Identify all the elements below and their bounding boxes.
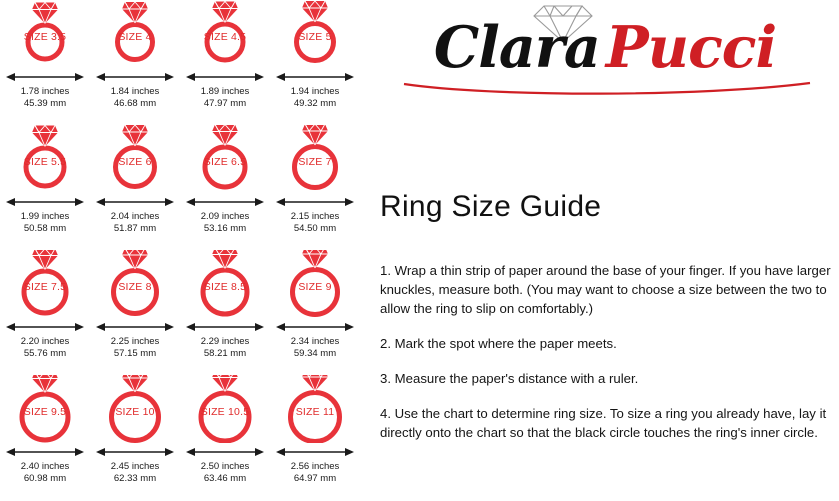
ring-size-cell <box>0 0 90 125</box>
ring-measurement-mm: 45.39 mm <box>23 97 67 109</box>
ring-measurement-mm: 46.68 mm <box>113 97 157 109</box>
ring-measurement-inches: 1.94 inches <box>290 86 340 97</box>
ring-size-label: SIZE 9 <box>298 281 332 293</box>
ring-measurement <box>180 336 270 359</box>
ring-measurement-inches: 2.25 inches <box>110 336 160 347</box>
ring-measurement-mm: 58.21 mm <box>203 347 247 359</box>
ring-measurement <box>90 461 180 484</box>
ring-size-label: SIZE 7 <box>298 156 332 168</box>
ring-size-cell <box>90 0 180 125</box>
instruction-step: 4. Use the chart to determine ring size. To size a ring you already have, lay it directly onto the chart so that the black circle touches the ring's inner circle. <box>380 406 827 441</box>
ring-size-cell <box>0 125 90 250</box>
ring-measurement-mm: 60.98 mm <box>23 472 67 484</box>
ring-size-cell <box>0 250 90 375</box>
measure-arrow-icon <box>186 197 264 207</box>
measure-arrow-icon <box>96 72 174 82</box>
measure-arrow-icon <box>6 197 84 207</box>
ring-size-label: SIZE 6 <box>118 156 152 168</box>
ring-measurement-inches: 1.78 inches <box>20 86 70 97</box>
ring-size-label: SIZE 4 <box>118 31 152 43</box>
ring-measurement-inches: 2.29 inches <box>200 336 250 347</box>
measure-arrow-icon <box>186 322 264 332</box>
measure-arrow-icon <box>6 72 84 82</box>
ring-size-label: SIZE 10 <box>115 406 155 418</box>
instructions-list <box>380 248 832 458</box>
ring-measurement-mm: 51.87 mm <box>113 222 157 234</box>
ring-measurement <box>180 461 270 484</box>
ring-measurement <box>270 86 360 109</box>
measure-arrow-icon <box>186 72 264 82</box>
ring-measurement <box>180 86 270 109</box>
brand-word-pucci: Pucci <box>605 14 777 81</box>
ring-measurement-inches: 2.40 inches <box>20 461 70 472</box>
ring-measurement-inches: 2.50 inches <box>200 461 250 472</box>
ring-measurement <box>90 211 180 234</box>
measure-arrow-icon <box>6 322 84 332</box>
ring-size-cell <box>180 375 270 500</box>
ring-measurement-mm: 59.34 mm <box>293 347 337 359</box>
ring-size-label: SIZE 9.5 <box>23 406 67 418</box>
measure-arrow-icon <box>96 447 174 457</box>
ring-measurement-inches: 2.56 inches <box>290 461 340 472</box>
ring-size-cell <box>270 250 360 375</box>
ring-measurement-inches: 1.99 inches <box>20 211 70 222</box>
ring-size-cell <box>270 375 360 500</box>
ring-measurement-mm: 55.76 mm <box>23 347 67 359</box>
ring-size-cell <box>180 0 270 125</box>
ring-measurement-mm: 50.58 mm <box>23 222 67 234</box>
ring-measurement-mm: 62.33 mm <box>113 472 157 484</box>
ring-size-label: SIZE 5 <box>298 31 332 43</box>
ring-size-label: SIZE 4.5 <box>203 31 247 43</box>
ring-measurement-mm: 57.15 mm <box>113 347 157 359</box>
instruction-step: 2. Mark the spot where the paper meets. <box>380 336 617 352</box>
ring-measurement-inches: 2.20 inches <box>20 336 70 347</box>
ring-size-chart <box>0 0 360 500</box>
ring-size-cell <box>0 375 90 500</box>
ring-measurement <box>270 211 360 234</box>
ring-measurement <box>180 211 270 234</box>
ring-size-label: SIZE 10.5 <box>200 406 250 418</box>
ring-size-cell <box>90 250 180 375</box>
ring-measurement-mm: 53.16 mm <box>203 222 247 234</box>
ring-measurement-mm: 47.97 mm <box>203 97 247 109</box>
measure-arrow-icon <box>96 197 174 207</box>
ring-measurement <box>0 336 90 359</box>
page-title: Ring Size Guide <box>380 190 602 223</box>
ring-measurement-inches: 2.15 inches <box>290 211 340 222</box>
measure-arrow-icon <box>186 447 264 457</box>
brand-logo <box>380 2 830 102</box>
ring-measurement <box>90 86 180 109</box>
measure-arrow-icon <box>276 322 354 332</box>
ring-size-label: SIZE 6.5 <box>203 156 247 168</box>
ring-size-cell <box>90 375 180 500</box>
brand-name <box>380 14 830 81</box>
measure-arrow-icon <box>276 447 354 457</box>
ring-measurement-mm: 49.32 mm <box>293 97 337 109</box>
ring-measurement-mm: 54.50 mm <box>293 222 337 234</box>
ring-measurement-inches: 1.89 inches <box>200 86 250 97</box>
measure-arrow-icon <box>96 322 174 332</box>
ring-measurement-inches: 2.34 inches <box>290 336 340 347</box>
ring-size-label: SIZE 8.5 <box>203 281 247 293</box>
guide-panel <box>372 0 839 501</box>
ring-size-cell <box>180 250 270 375</box>
ring-measurement <box>270 461 360 484</box>
measure-arrow-icon <box>6 447 84 457</box>
ring-measurement-mm: 64.97 mm <box>293 472 337 484</box>
ring-size-label: SIZE 3.5 <box>23 31 67 43</box>
ring-measurement-mm: 63.46 mm <box>203 472 247 484</box>
ring-size-label: SIZE 11 <box>295 406 335 418</box>
ring-measurement <box>90 336 180 359</box>
ring-measurement-inches: 1.84 inches <box>110 86 160 97</box>
ring-size-cell <box>90 125 180 250</box>
ring-measurement <box>0 461 90 484</box>
ring-size-label: SIZE 8 <box>118 281 152 293</box>
ring-measurement-inches: 2.04 inches <box>110 211 160 222</box>
measure-arrow-icon <box>276 197 354 207</box>
brand-word-clara: Clara <box>433 14 600 81</box>
ring-size-label: SIZE 5.5 <box>23 156 67 168</box>
ring-size-cell <box>180 125 270 250</box>
ring-measurement <box>0 211 90 234</box>
instruction-step: 3. Measure the paper's distance with a ruler. <box>380 371 639 387</box>
ring-measurement-inches: 2.45 inches <box>110 461 160 472</box>
ring-size-cell <box>270 125 360 250</box>
ring-measurement <box>270 336 360 359</box>
ring-size-label: SIZE 7.5 <box>23 281 67 293</box>
measure-arrow-icon <box>276 72 354 82</box>
ring-measurement <box>0 86 90 109</box>
instruction-step: 1. Wrap a thin strip of paper around the base of your finger. If you have larger knuckles, measure both. (You may want to choose a size between the two to allow the ring to slip on comfortably.) <box>380 263 831 317</box>
ring-size-cell <box>270 0 360 125</box>
brand-underline <box>402 80 812 103</box>
ring-measurement-inches: 2.09 inches <box>200 211 250 222</box>
